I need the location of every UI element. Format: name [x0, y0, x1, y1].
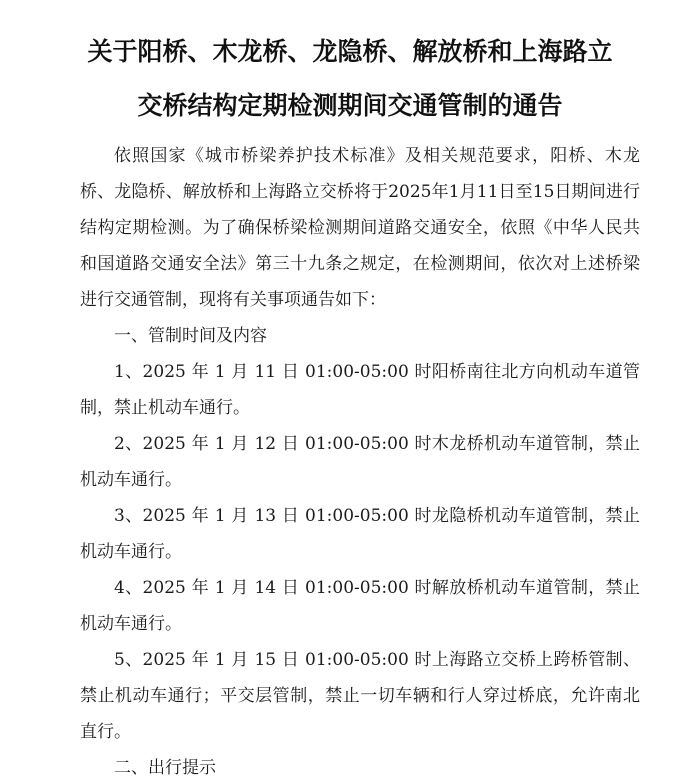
notice-body — [80, 138, 640, 780]
section-1-heading: 一、管制时间及内容 — [114, 326, 267, 346]
control-item-2: 2、2025 年 1 月 12 日 01:00-05:00 时木龙桥机动车道管制，禁止机动车通行。 — [80, 434, 640, 490]
notice-title-line-2: 交桥结构定期检测期间交通管制的通告 — [137, 91, 563, 120]
intro-paragraph: 依照国家《城市桥梁养护技术标准》及相关规范要求，阳桥、木龙桥、龙隐桥、解放桥和上海路立交桥将于2025年1月11日至15日期间进行结构定期检测。为了确保桥梁检测期间道路交通安全，依照《中华人民共和国道路交通安全法》第三十九条之规定，在检测期间，依次对上述桥梁进行交通管制，现将有关事项通告如下： — [80, 146, 640, 310]
control-item-1: 1、2025 年 1 月 11 日 01:00-05:00 时阳桥南往北方向机动车道管制，禁止机动车通行。 — [80, 362, 640, 418]
section-2-heading: 二、出行提示 — [114, 758, 216, 778]
control-item-3: 3、2025 年 1 月 13 日 01:00-05:00 时龙隐桥机动车道管制，禁止机动车通行。 — [80, 506, 640, 562]
control-item-4: 4、2025 年 1 月 14 日 01:00-05:00 时解放桥机动车道管制，禁止机动车通行。 — [80, 578, 640, 634]
notice-title-line-1: 关于阳桥、木龙桥、龙隐桥、解放桥和上海路立 — [87, 37, 613, 66]
control-item-5: 5、2025 年 1 月 15 日 01:00-05:00 时上海路立交桥上跨桥管制、禁止机动车通行；平交层管制，禁止一切车辆和行人穿过桥底，允许南北直行。 — [80, 650, 640, 742]
